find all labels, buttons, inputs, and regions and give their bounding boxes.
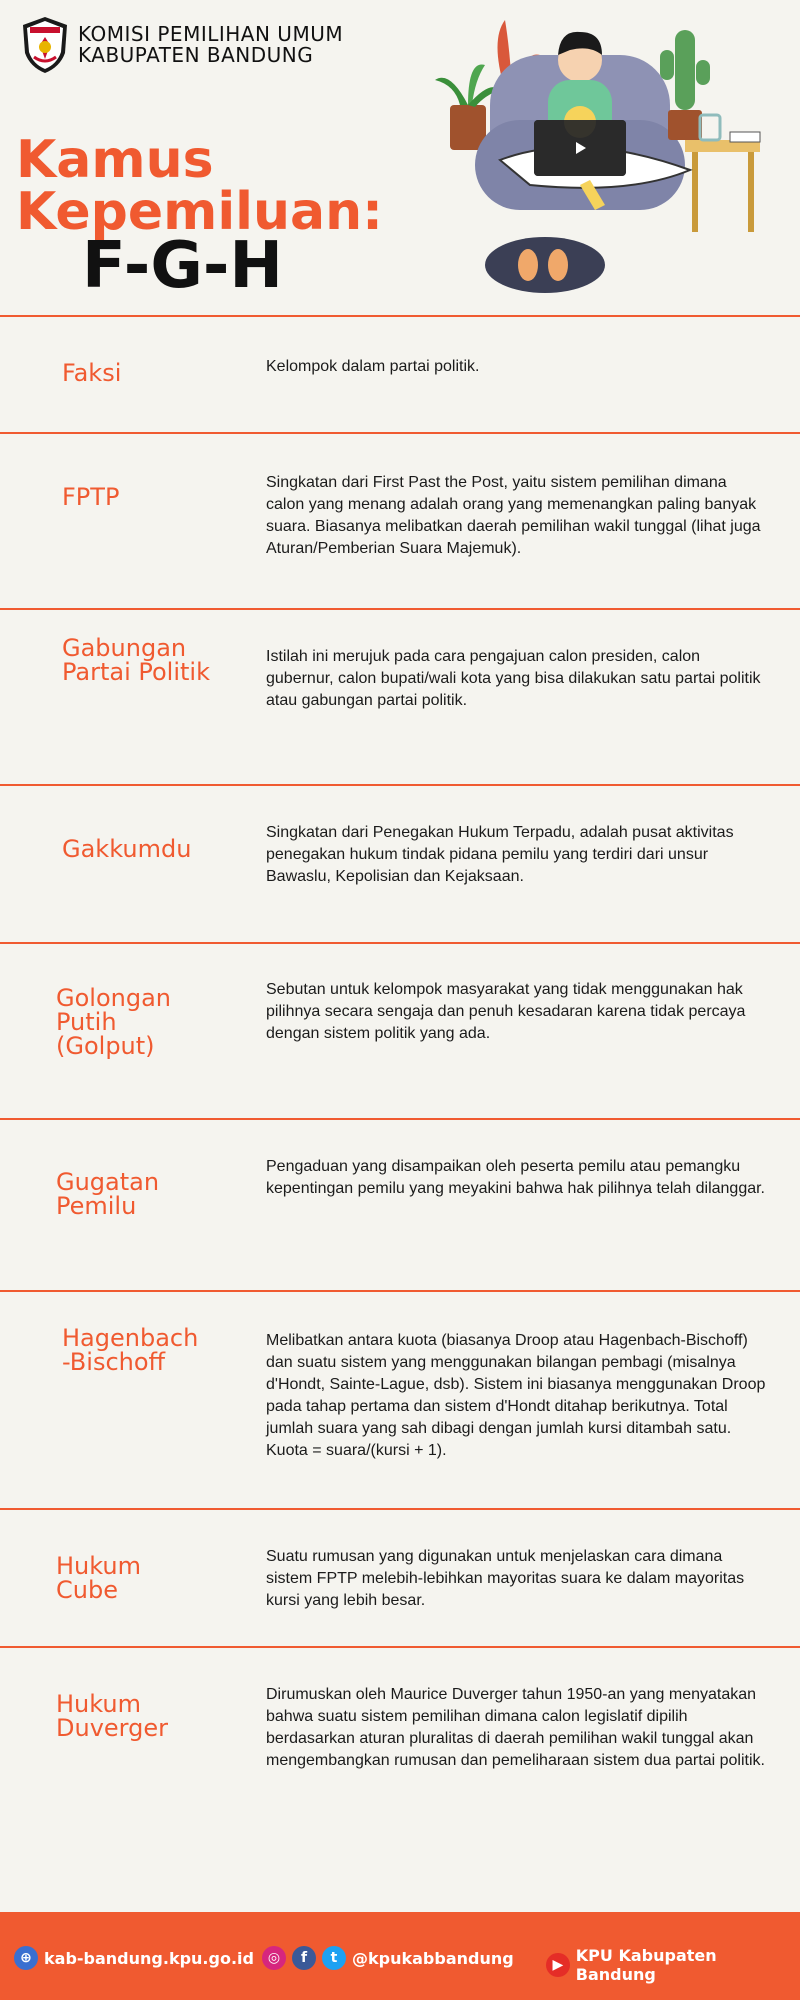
glossary-entry [0, 1646, 800, 1914]
kpu-logo [20, 15, 70, 75]
twitter-icon[interactable]: t [322, 1946, 346, 1970]
glossary-term: Golongan Putih (Golput) [56, 984, 171, 1060]
globe-icon: ⊕ [14, 1946, 38, 1970]
footer-youtube[interactable] [546, 1946, 800, 1984]
glossary-entry [0, 432, 800, 610]
footer [0, 1912, 800, 2000]
glossary-definition: Dirumuskan oleh Maurice Duverger tahun 1950-an yang menyatakan bahwa suatu sistem pemilihan dimana calon legislatif dipilih berdasarkan aturan pluralitas di daerah pemilihan wakil tunggal akan mengembangkan rumusan dan pemeliharaan sistem dua partai politik. [266, 1686, 765, 1769]
person-with-laptop-illustration [430, 10, 770, 300]
glossary-entry [0, 784, 800, 944]
glossary-term: Hukum Cube [56, 1552, 142, 1604]
glossary-term: Hukum Duverger [56, 1690, 168, 1742]
glossary-entry [0, 315, 800, 434]
glossary-definition: Suatu rumusan yang digunakan untuk menjelaskan cara dimana sistem FPTP melebih-lebihkan mayoritas suara ke dalam mayoritas kursi yang lebih besar. [266, 1548, 745, 1609]
glossary-term: Faksi [62, 359, 122, 387]
youtube-icon: ▶ [546, 1953, 570, 1977]
glossary-term: Gugatan Pemilu [56, 1168, 160, 1220]
glossary-definition: Singkatan dari First Past the Post, yaitu sistem pemilihan dimana calon yang menang adalah orang yang memenangkan paling banyak suara. Biasanya melibatkan daerah pemilihan wakil tunggal (lihat juga Aturan/Pemberian Suara Majemuk). [266, 474, 761, 557]
facebook-icon[interactable]: f [292, 1946, 316, 1970]
website-link[interactable]: kab-bandung.kpu.go.id [44, 1948, 254, 1968]
glossary-entry [0, 1290, 800, 1510]
social-handle-link[interactable]: @kpukabbandung [352, 1948, 514, 1968]
glossary-definition: Kelompok dalam partai politik. [266, 358, 480, 375]
organization-name [78, 24, 343, 66]
glossary-definition: Sebutan untuk kelompok masyarakat yang tidak menggunakan hak pilihnya secara sengaja dan penuh kesadaran karena tidak percaya dengan sistem politik yang ada. [266, 981, 746, 1042]
glossary-term: Gabungan Partai Politik [62, 634, 210, 686]
glossary-definition: Istilah ini merujuk pada cara pengajuan calon presiden, calon gubernur, calon bupati/wali kota yang bisa dilakukan satu partai politik atau gabungan partai politik. [266, 648, 761, 709]
glossary-entry [0, 1118, 800, 1292]
glossary-term: Hagenbach -Bischoff [62, 1324, 199, 1376]
org-line-2: KABUPATEN BANDUNG [78, 43, 314, 67]
org-line-1: KOMISI PEMILIHAN UMUM [78, 22, 344, 46]
page-title-line-2: Kepemiluan: [16, 182, 383, 242]
instagram-icon[interactable]: ◎ [262, 1946, 286, 1970]
footer-social[interactable] [262, 1946, 514, 1970]
glossary-definition: Singkatan dari Penegakan Hukum Terpadu, adalah pusat aktivitas penegakan hukum tindak pidana pemilu yang terdiri dari unsur Bawaslu, Kepolisian dan Kejaksaan. [266, 824, 734, 885]
glossary-term: FPTP [62, 483, 120, 511]
page-title-line-3: F-G-H [82, 229, 283, 303]
youtube-channel-link[interactable]: KPU Kabupaten Bandung [575, 1946, 717, 1984]
page-title-line-1: Kamus [16, 130, 214, 190]
glossary-definition: Melibatkan antara kuota (biasanya Droop atau Hagenbach-Bischoff) dan suatu sistem yang menggunakan bilangan pembagi (misalnya d'Hondt, Sainte-Lague, dsb). Sistem ini biasanya menggunakan Droop pada tahap pertama dan sistem d'Hondt ditahap berikutnya. Total jumlah suara yang sah dibagi dengan jumlah kursi ditambah satu. Kuota = suara/(kursi + 1). [266, 1332, 766, 1459]
glossary-entry [0, 1508, 800, 1648]
header [0, 0, 800, 315]
glossary-term: Gakkumdu [62, 835, 192, 863]
glossary-entry [0, 942, 800, 1120]
glossary-entry [0, 608, 800, 786]
glossary-definition: Pengaduan yang disampaikan oleh peserta pemilu atau pemangku kepentingan pemilu yang meyakini bahwa hak pilihnya telah dilanggar. [266, 1158, 765, 1197]
footer-website[interactable] [14, 1946, 254, 1970]
